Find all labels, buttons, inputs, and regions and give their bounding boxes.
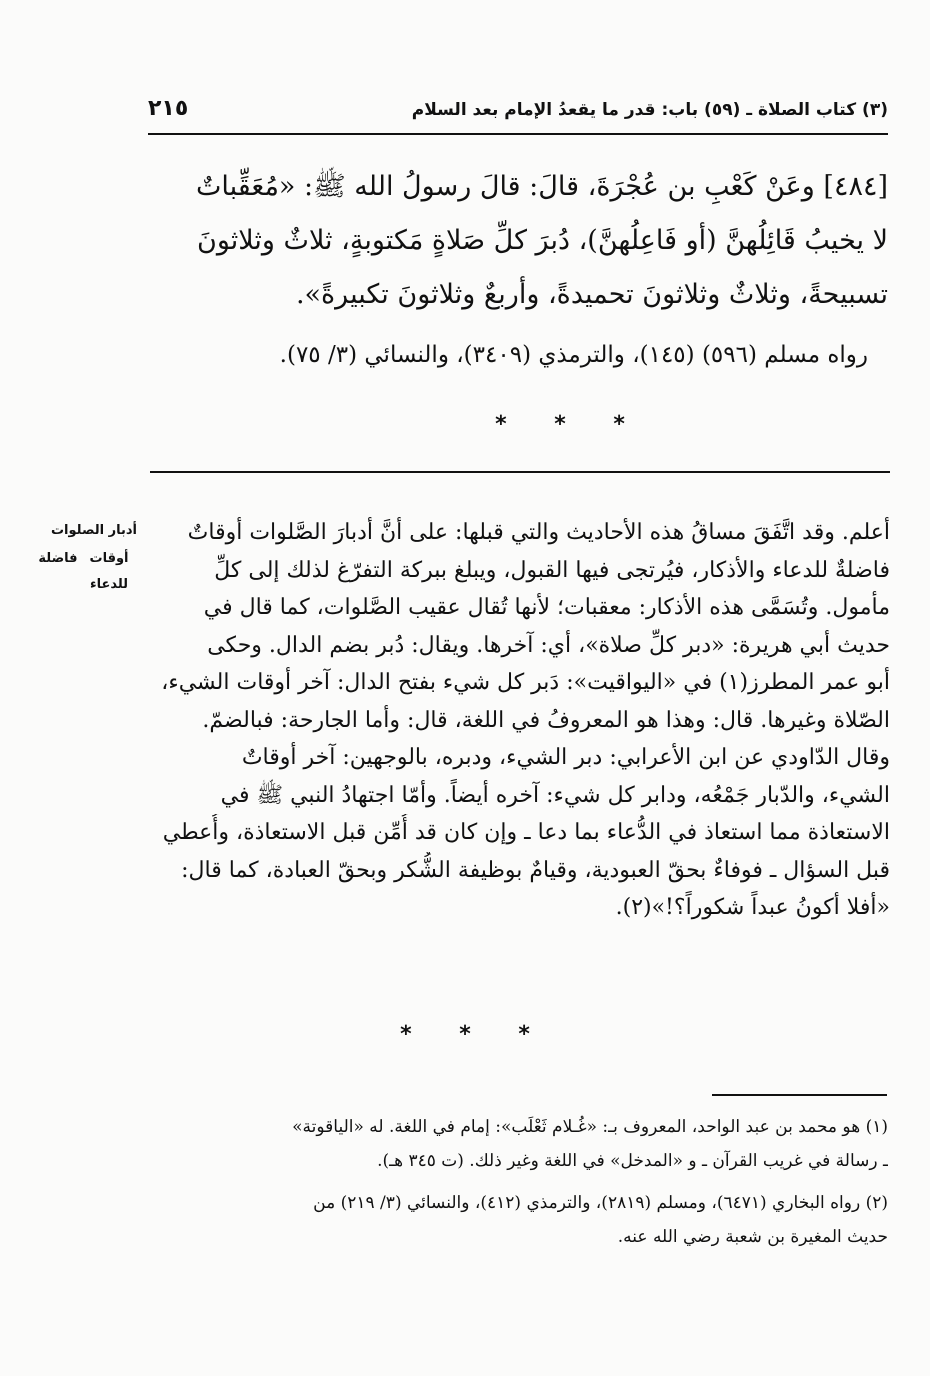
commentary-text xyxy=(150,514,890,927)
section-divider xyxy=(150,471,890,473)
footnote xyxy=(140,1186,888,1254)
commentary-line: حديث أبي هريرة: «دبر كلِّ صلاة»، أي: آخرها. ويقال: دُبر بضم الدال. وحكى xyxy=(207,632,890,658)
page-header xyxy=(148,96,888,134)
commentary-line: الصّلاة وغيرها. قال: وهذا هو المعروفُ في اللغة، قال: وأما الجارحة: فبالضمّ. xyxy=(202,707,890,733)
commentary-line: الشيء، والدّبار جَمْعُه، ودابر كل شيء: آخره أيضاً. وأمّا اجتهادُ النبي ﷺ في xyxy=(220,782,890,808)
commentary-line: أبو عمر المطرز(١) في «اليواقيت»: دَبر كل شيء بفتح الدال: آخر أوقات الشيء، xyxy=(161,670,890,695)
header-divider xyxy=(148,133,888,135)
separator-stars: * * * xyxy=(495,412,625,437)
hadith-source: رواه مسلم (٥٩٦) (١٤٥)، والترمذي (٣٤٠٩)، والنسائي (٣/ ٧٥). xyxy=(279,342,868,368)
footnote-line: ـ رسالة في غريب القرآن ـ و «المدخل» في اللغة وغير ذلك. (ت ٣٤٥ هـ). xyxy=(377,1151,888,1171)
footnote-line: (٢) رواه البخاري (٦٤٧١)، ومسلم (٢٨١٩)، والترمذي (٤١٢)، والنسائي (٣/ ٢١٩) من xyxy=(313,1193,888,1213)
margin-note-word: للدعاء xyxy=(89,577,129,592)
page-number: ٢١٥ xyxy=(148,96,189,121)
commentary-line: وقال الدّاودي عن ابن الأعرابي: دبر الشيء، ودبره، بالوجهين: آخر أوقاتٌ xyxy=(241,745,890,770)
hadith-line: [٤٨٤] وعَنْ كَعْبِ بن عُجْرَةَ، قالَ: قالَ رسولُ الله ﷺ: «مُعَقِّباتٌ xyxy=(195,171,888,202)
commentary-line: فاضلةٌ للدعاء والأذكار، فيُرتجى فيها القبول، ويبلغ ببركة التفرّغ لذلك إلى كلِّ xyxy=(214,557,890,583)
hadith-text xyxy=(150,160,888,322)
commentary-line: قبل السؤال ـ فوفاءٌ بحقّ العبودية، وقيامٌ بوظيفة الشُّكر وبحقّ العبادة، كما قال: xyxy=(181,857,890,883)
margin-note-title: أدبار الصلوات xyxy=(50,523,137,538)
commentary-line: أعلم. وقد اتَّفَقَ مساقُ هذه الأحاديث والتي قبلها: على أنَّ أدبارَ الصَّلوات أوقاتٌ xyxy=(187,520,890,545)
margin-note-word: فاضلة xyxy=(38,551,78,566)
footnote-divider xyxy=(712,1094,887,1096)
footnote-line: حديث المغيرة بن شعبة رضي الله عنه. xyxy=(617,1227,888,1247)
commentary-line: «أفلا أكونُ عبداً شكوراً؟!»(٢). xyxy=(615,895,890,920)
margin-note-word: أوقات xyxy=(89,551,129,566)
commentary-line: مأمول. وتُسَمَّى هذه الأذكار: معقبات؛ لأنها تُقال عقيب الصَّلوات، كما قال في xyxy=(203,595,890,620)
commentary-line: الاستعاذة مما استعاذ في الدُّعاء بما دعا ـ وإن كان قد أُمِّن قبل الاستعاذة، وأُعطي xyxy=(162,820,890,845)
hadith-line: لا يخيبُ قَائِلُهنَّ (أو فَاعِلُهنَّ)، دُبرَ كلِّ صَلاةٍ مَكتوبةٍ، ثلاثٌ وثلاثونَ xyxy=(196,225,888,256)
footnote xyxy=(140,1110,888,1178)
running-title: (٣) كتاب الصلاة ـ (٥٩) باب: قدر ما يقعدُ الإمام بعد السلام xyxy=(411,100,888,120)
separator-stars: * * * xyxy=(400,1022,530,1047)
footnote-line: (١) هو محمد بن عبد الواحد، المعروف بـ: «غُـلام ثَعْلَب»: إمام في اللغة. له «الياقوتة» xyxy=(292,1117,888,1137)
hadith-line: تسبيحةً، وثلاثٌ وثلاثونَ تحميدةً، وأربعٌ وثلاثونَ تكبيرةً». xyxy=(295,279,888,310)
footnotes xyxy=(140,1110,888,1254)
